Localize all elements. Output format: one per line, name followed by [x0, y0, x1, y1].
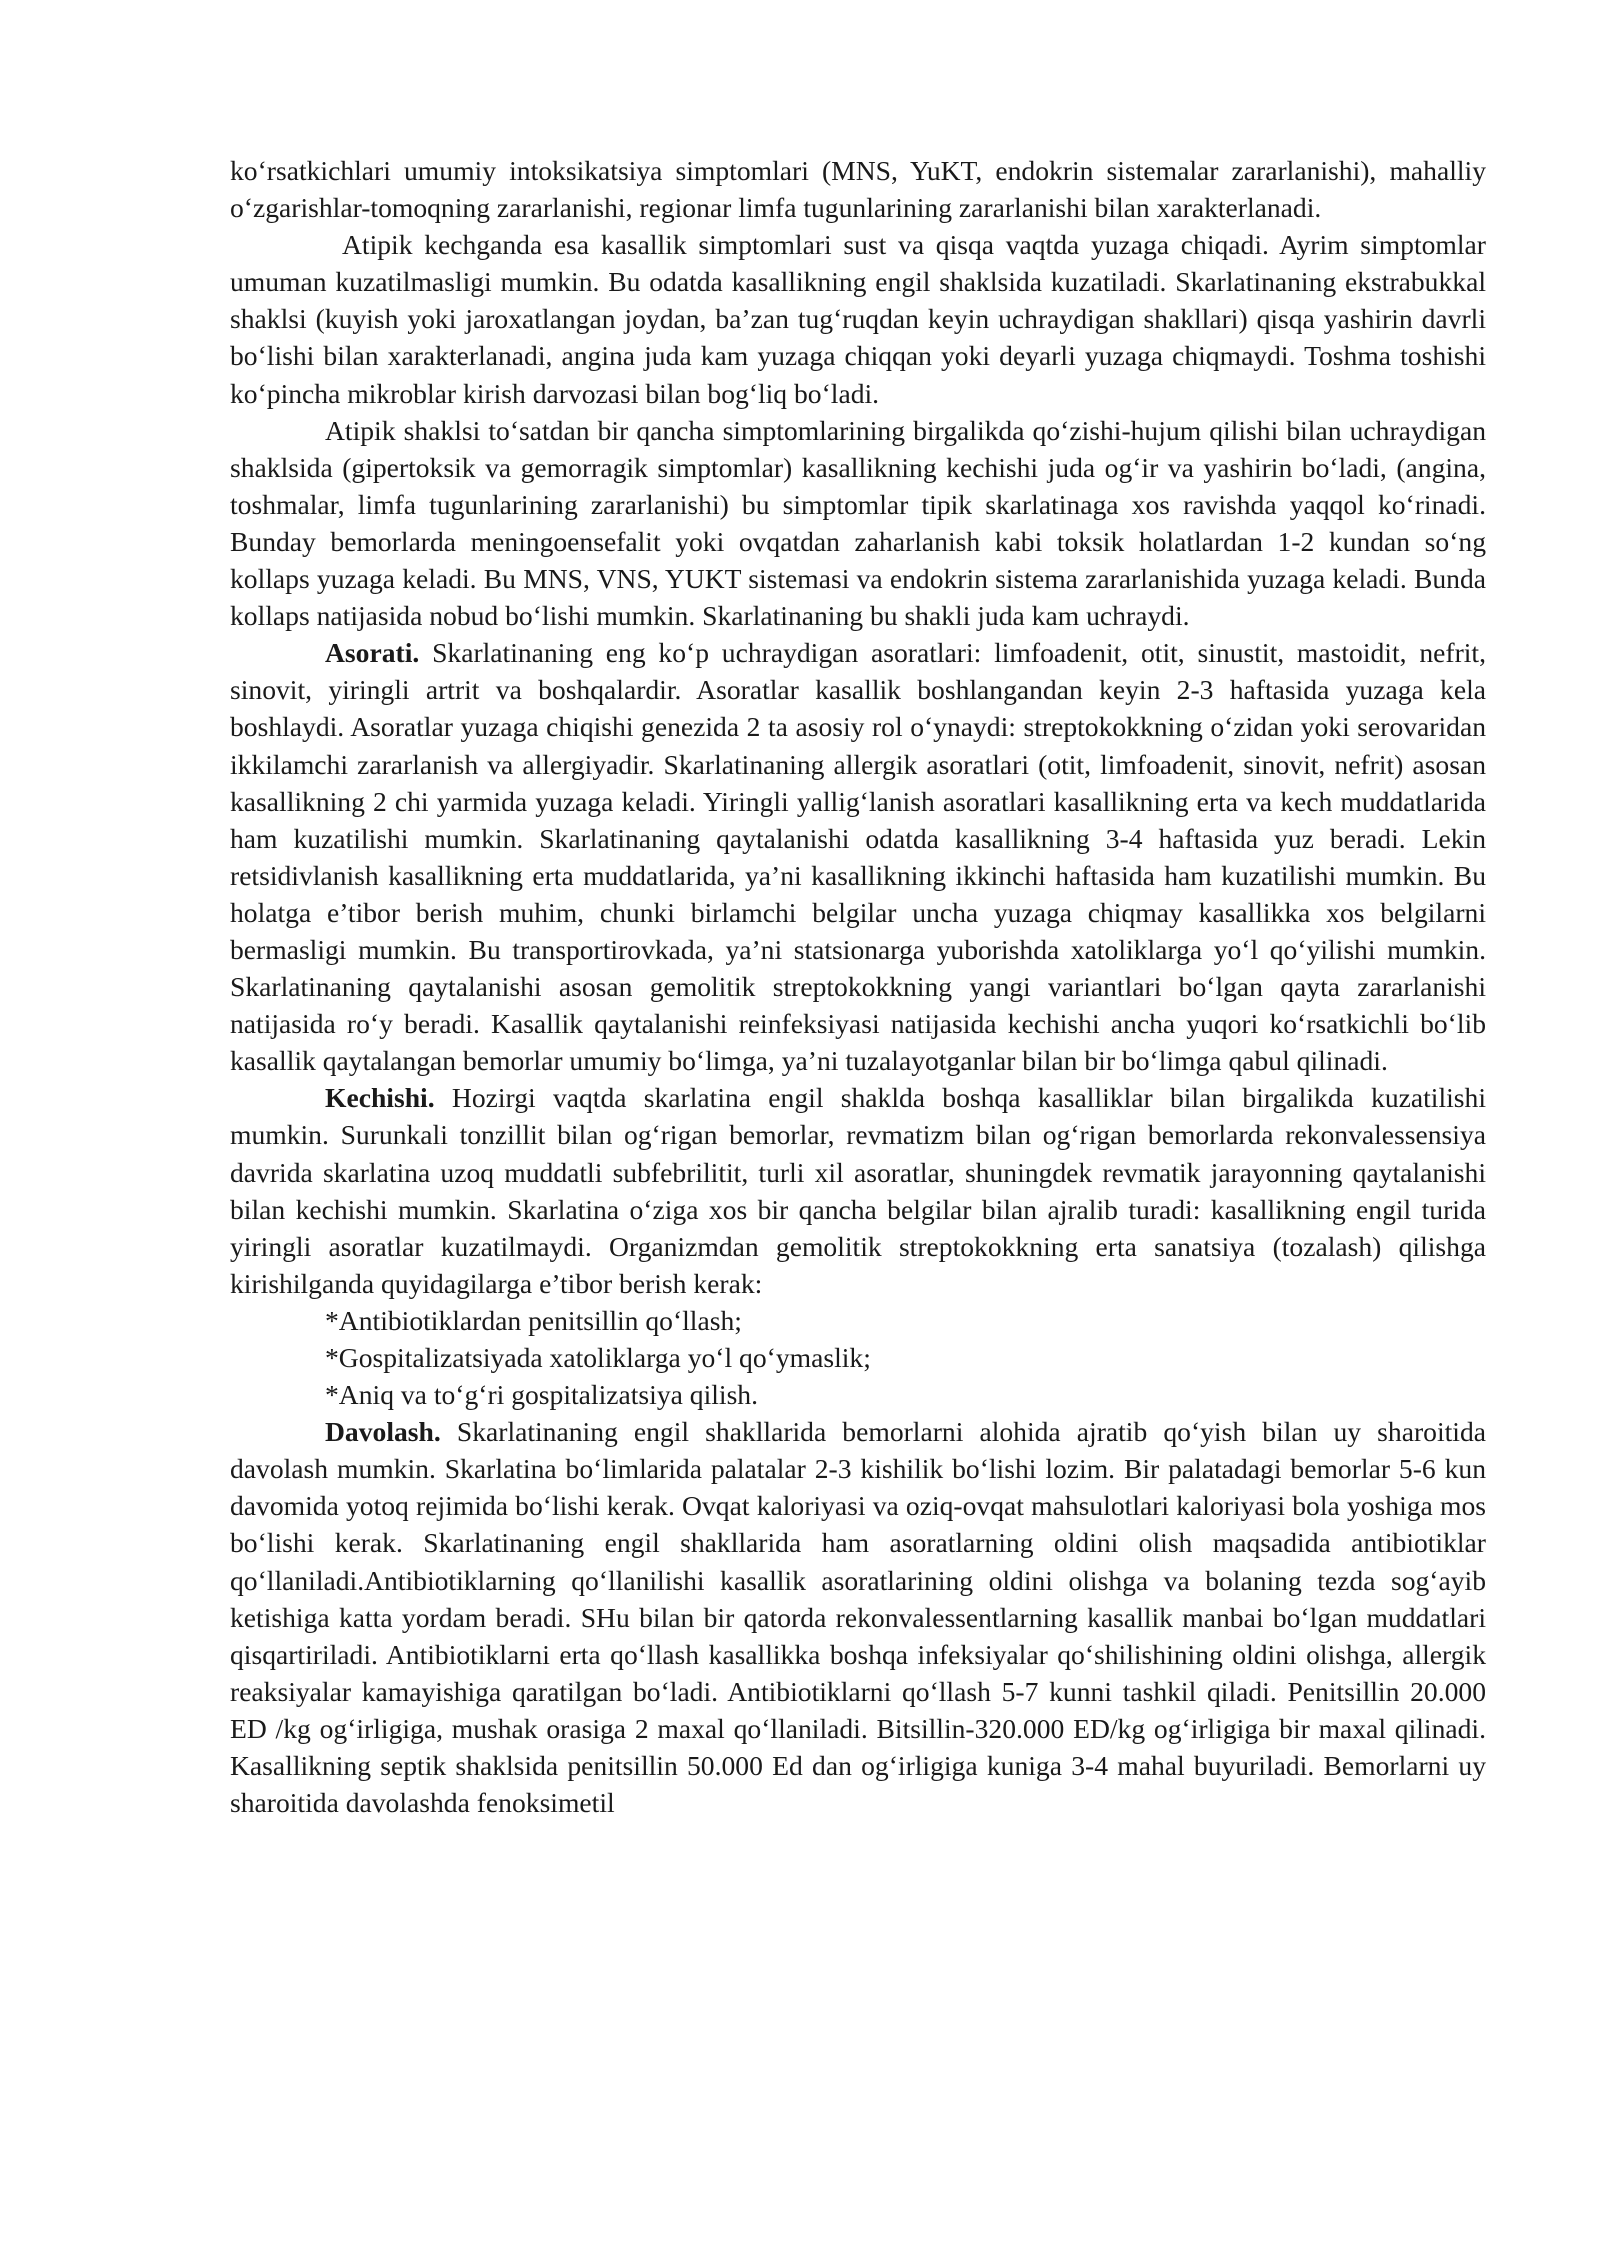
list-item: *Aniq va to‘g‘ri gospitalizatsiya qilish. [325, 1379, 758, 1411]
list-item: *Gospitalizatsiyada xatoliklarga yo‘l qo‘ymaslik; [325, 1342, 871, 1373]
paragraph-intro: ko‘rsatkichlari umumiy intoksikatsiya simptomlari (MNS, YuKT, endokrin sistemalar zararlanishi), mahalliy o‘zgarishlar-tomoqning zararlanishi, regionar limfa tugunlarining zararlanishi bilan xarakterlanadi. [230, 155, 1486, 224]
document-page [230, 152, 1486, 1821]
paragraph-complications [230, 634, 1486, 1079]
section-heading-treatment: Davolash. [325, 1416, 441, 1448]
section-heading-complications: Asorati. [325, 637, 420, 669]
paragraph-course-text: Hozirgi vaqtda skarlatina engil shaklda boshqa kasalliklar bilan birgalikda kuzatilishi mumkin. Surunkali tonzillit bilan og‘rigan bemorlar, revmatizm bilan og‘rigan bemorlarda rekonvalessensiya davrida skarlatina uzoq muddatli subfebrilitit, turli xil asoratlar, shuningdek revmatik jarayonning qaytalanishi bilan kechishi mumkin. Skarlatina o‘ziga xos bir qancha belgilar bilan ajralib turadi: kasallikning engil turida yiringli asoratlar kuzatilmaydi. Organizmdan gemolitik streptokokkning erta sanatsiya (tozalash) qilishga kirishilganda quyidagilarga e’tibor berish kerak: [230, 1082, 1486, 1299]
section-heading-course: Kechishi. [325, 1082, 435, 1114]
paragraph-atypical-form: Atipik shaklsi to‘satdan bir qancha simptomlarining birgalikda qo‘zishi-hujum qilishi bilan uchraydigan shaklsida (gipertoksik va gemorragik simptomlar) kasallikning kechishi juda og‘ir va yashirin bo‘ladi, (angina, toshmalar, limfa tugunlarining zararlanishi) bu simptomlar tipik skarlatinaga xos ravishda yaqqol ko‘rinadi. Bunday bemorlarda meningoensefalit yoki ovqatdan zaharlanish kabi toksik holatlardan 1-2 kundan so‘ng kollaps yuzaga keladi. Bu MNS, VNS, YUKT sistemasi va endokrin sistema zararlanishida yuzaga keladi. Bunda kollaps natijasida nobud bo‘lishi mumkin. Skarlatinaning bu shakli juda kam uchraydi. [230, 414, 1486, 632]
list-item: *Antibiotiklardan penitsillin qo‘llash; [325, 1304, 742, 1336]
paragraph-course [230, 1079, 1486, 1302]
paragraph-complications-text: Skarlatinaning eng ko‘p uchraydigan asoratlari: limfoadenit, otit, sinustit, mastoidit, nefrit, sinovit, yiringli artrit va boshqalardir. Asoratlar kasallik boshlangandan keyin 2-3 haftasida yuzaga kela boshlaydi. Asoratlar yuzaga chiqishi genezida 2 ta asosiy rol o‘ynaydi: streptokokkning o‘zidan yoki serovaridan ikkilamchi zararlanish va allergiyadir. Skarlatinaning allergik asoratlari (otit, limfoadenit, sinovit, nefrit) asosan kasallikning 2 chi yarmida yuzaga keladi. Yiringli yallig‘lanish asoratlari kasallikning erta va kech muddatlarida ham kuzatilishi mumkin. Skarlatinaning qaytalanishi odatda kasallikning 3-4 haftasida yuz beradi. Lekin retsidivlanish kasallikning erta muddatlarida, ya’ni kasallikning ikkinchi haftasida ham kuzatilishi mumkin. Bu holatga e’tibor berish muhim, chunki birlamchi belgilar uncha yuzaga chiqmay kasallikka xos belgilarni bermasligi mumkin. Bu transportirovkada, ya’ni statsionarga yuborishda xatoliklarga yo‘l qo‘yilishi mumkin. Skarlatinaning qaytalanishi asosan gemolitik streptokokkning yangi variantlari bo‘lgan qayta zararlanishi natijasida ro‘y beradi. Kasallik qaytalanishi reinfeksiyasi natijasida kechishi ancha yuqori ko‘rsatkichli bo‘lib kasallik qaytalangan bemorlar umumiy bo‘limga, ya’ni tuzalayotganlar bilan bir bo‘limga qabul qilinadi. [230, 637, 1486, 1077]
paragraph-treatment-text: Skarlatinaning engil shakllarida bemorlarni alohida ajratib qo‘yish bilan uy sharoitida davolash mumkin. Skarlatina bo‘limlarida palatalar 2-3 kishilik bo‘lishi lozim. Bir palatadagi bemorlar 5-6 kun davomida yotoq rejimida bo‘lishi kerak. Ovqat kaloriyasi va oziq-ovqat mahsulotlari kaloriyasi bola yoshiga mos bo‘lishi kerak. Skarlatinaning engil shakllarida ham asoratlarning oldini olish maqsadida antibiotiklar qo‘llaniladi.Antibiotiklarning qo‘llanilishi kasallik asoratlarining oldini olishga va bolaning tezda sog‘ayib ketishiga katta yordam beradi. SHu bilan bir qatorda rekonvalessentlarning kasallik manbai bo‘lgan muddatlari qisqartiriladi. Antibiotiklarni erta qo‘llash kasallikka boshqa infeksiyalar qo‘shilishining oldini olishga, allergik reaksiyalar kamayishiga qaratilgan bo‘ladi. Antibiotiklarni qo‘llash 5-7 kunni tashkil qiladi. Penitsillin 20.000 ED /kg og‘irligiga, mushak orasiga 2 maxal qo‘llaniladi. Bitsillin-320.000 ED/kg og‘irligiga bir maxal qilinadi. Kasallikning septik shaklsida penitsillin 50.000 Ed dan og‘irligiga kuniga 3-4 mahal buyuriladi. Bemorlarni uy sharoitida davolashda fenoksimetil [230, 1416, 1486, 1819]
paragraph-atypical-course: Atipik kechganda esa kasallik simptomlari sust va qisqa vaqtda yuzaga chiqadi. Ayrim simptomlar umuman kuzatilmasligi mumkin. Bu odatda kasallikning engil shaklsida kuzatiladi. Skarlatinaning ekstrabukkal shaklsi (kuyish yoki jaroxatlangan joydan, ba’zan tug‘ruqdan keyin uchraydigan shakllari) qisqa yashirin davrli bo‘lishi bilan xarakterlanadi, angina juda kam yuzaga chiqqan yoki deyarli yuzaga chiqmaydi. Toshma toshishi ko‘pincha mikroblar kirish darvozasi bilan bog‘liq bo‘ladi. [230, 229, 1486, 409]
paragraph-treatment [230, 1413, 1486, 1821]
